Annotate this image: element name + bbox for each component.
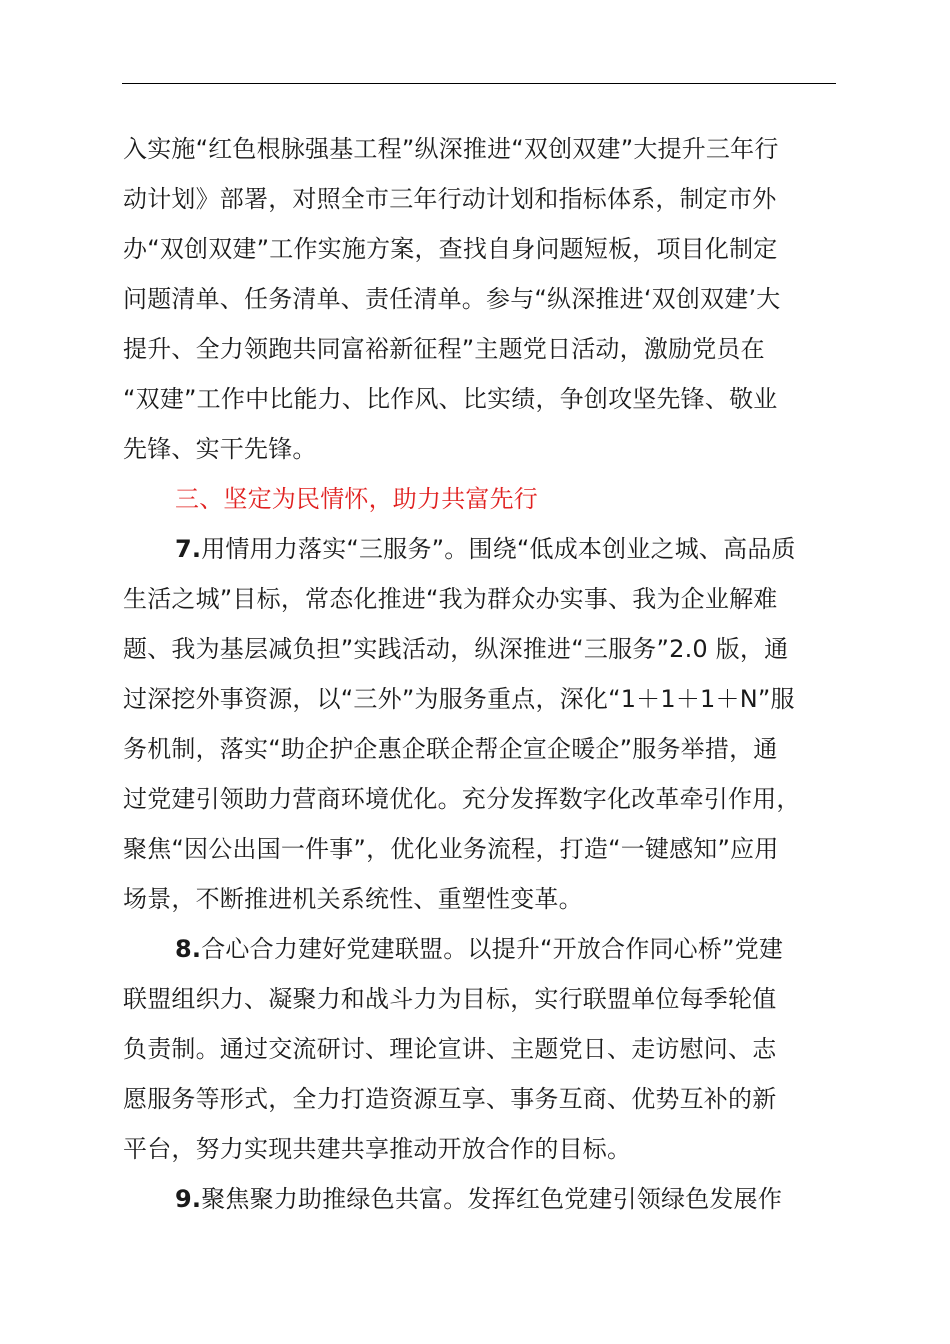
paragraph-line: 过深挖外事资源，以“三外”为服务重点，深化“1＋1＋1＋N”服 xyxy=(123,685,795,713)
paragraph-line: 动计划》部署，对照全市三年行动计划和指标体系，制定市外 xyxy=(123,185,777,213)
item-8-number: 8. xyxy=(175,935,202,963)
item-7-title: 用情用力落实“三服务”。 xyxy=(201,535,469,563)
paragraph-line: 过党建引领助力营商环境优化。充分发挥数字化改革牵引作用， xyxy=(123,785,801,813)
paragraph-line: 场景，不断推进机关系统性、重塑性变革。 xyxy=(123,885,583,913)
paragraph-line: 愿服务等形式，全力打造资源互享、事务互商、优势互补的新 xyxy=(123,1085,777,1113)
paragraph-line: 联盟组织力、凝聚力和战斗力为目标，实行联盟单位每季轮值 xyxy=(123,985,777,1013)
item-9-first-line xyxy=(123,1174,839,1224)
item-8-first-line xyxy=(123,924,839,974)
paragraph-line: 务机制，落实“助企护企惠企联企帮企宣企暖企”服务举措，通 xyxy=(123,735,778,763)
item-7-text: 围绕“低成本创业之城、高品质 xyxy=(468,535,796,563)
paragraph-line: 入实施“红色根脉强基工程”纵深推进“双创双建”大提升三年行 xyxy=(123,135,779,163)
header-rule xyxy=(122,83,836,84)
item-9-number: 9. xyxy=(175,1185,202,1213)
paragraph-line: 提升、全力领跑共同富裕新征程”主题党日活动，激励党员在 xyxy=(123,335,765,363)
item-7-number: 7. xyxy=(175,535,202,563)
section-heading: 三、坚定为民情怀，助力共富先行 xyxy=(175,485,538,513)
item-9-title: 聚焦聚力助推绿色共富。 xyxy=(201,1185,468,1213)
paragraph-line: 负责制。通过交流研讨、理论宣讲、主题党日、走访慰问、志 xyxy=(123,1035,777,1063)
document-body xyxy=(123,124,839,1224)
paragraph-line: 题、我为基层减负担”实践活动，纵深推进“三服务”2.0 版，通 xyxy=(123,635,789,663)
item-9-text: 发挥红色党建引领绿色发展作 xyxy=(467,1185,783,1213)
paragraph-line: 生活之城”目标，常态化推进“我为群众办实事、我为企业解难 xyxy=(123,585,778,613)
item-7-first-line xyxy=(123,524,839,574)
paragraph-line: 办“双创双建”工作实施方案，查找自身问题短板，项目化制定 xyxy=(123,235,778,263)
paragraph-line: 先锋、实干先锋。 xyxy=(123,435,317,463)
paragraph-line: 聚焦“因公出国一件事”，优化业务流程，打造“一键感知”应用 xyxy=(123,835,779,863)
item-8-title: 合心合力建好党建联盟。 xyxy=(201,935,468,963)
paragraph-line: “双建”工作中比能力、比作风、比实绩，争创攻坚先锋、敬业 xyxy=(123,385,778,413)
paragraph-line: 平台，努力实现共建共享推动开放合作的目标。 xyxy=(123,1135,632,1163)
paragraph-line: 问题清单、任务清单、责任清单。参与“纵深推进‘双创双建’大 xyxy=(123,285,781,313)
item-8-text: 以提升“开放合作同心桥”党建 xyxy=(467,935,784,963)
